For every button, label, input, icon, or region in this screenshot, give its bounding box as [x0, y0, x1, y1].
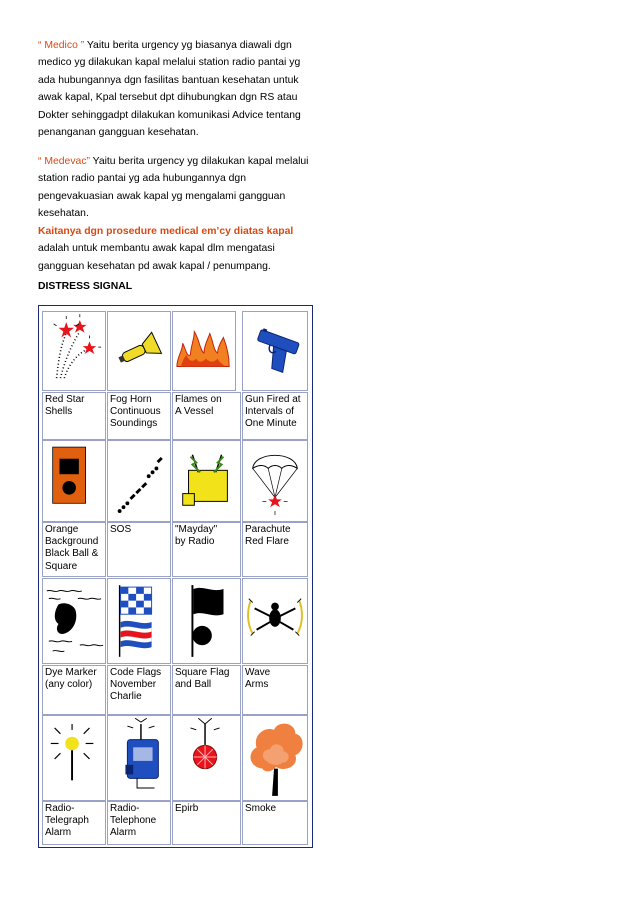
signal-image-flames	[172, 311, 236, 391]
signal-image-sos	[107, 440, 171, 522]
kaitanya-description: adalah untuk membantu awak kapal dlm mengatasi gangguan kesehatan pd awak kapal / penumpang.	[38, 243, 275, 272]
kaitanya-term: Kaitanya dgn prosedure medical em’cy diatas kapal	[38, 226, 294, 237]
signal-label-smoke: Smoke	[242, 801, 308, 845]
radiotelegraph-alarm-icon	[43, 716, 105, 800]
signal-label-radiotelegraph-alarm: Radio- Telegraph Alarm	[42, 801, 106, 845]
medico-term: “ Medico ”	[38, 40, 85, 51]
parachute-flare-icon	[243, 441, 307, 521]
medevac-term: “ Medevac”	[38, 156, 90, 167]
signal-label-gun: Gun Fired at Intervals of One Minute	[242, 392, 308, 440]
signal-label-parachute-flare: Parachute Red Flare	[242, 522, 308, 577]
signal-image-red-star-shells	[42, 311, 106, 391]
signal-label-wave-arms: Wave Arms	[242, 665, 308, 715]
signal-label-code-flags: Code Flags November Charlie	[107, 665, 171, 715]
signal-image-gun	[242, 311, 308, 391]
signal-image-parachute-flare	[242, 440, 308, 522]
signal-image-radiotelephone-alarm	[107, 715, 171, 801]
distress-signal-table	[38, 305, 313, 848]
distress-signal-heading: DISTRESS SIGNAL	[38, 281, 133, 292]
mayday-radio-icon	[173, 441, 240, 521]
signal-image-wave-arms	[242, 578, 308, 664]
sos-icon	[108, 441, 170, 521]
epirb-icon	[173, 716, 240, 800]
signal-label-dye-marker: Dye Marker (any color)	[42, 665, 106, 715]
gun-icon	[243, 312, 307, 390]
orange-ball-square-icon	[43, 441, 105, 521]
paragraph-kaitanya	[38, 223, 310, 275]
signal-label-red-star-shells: Red Star Shells	[42, 392, 106, 440]
signal-image-code-flags	[107, 578, 171, 664]
signal-image-orange-ball-square	[42, 440, 106, 522]
wave-arms-icon	[243, 579, 307, 663]
code-flags-icon	[108, 579, 170, 663]
smoke-icon	[243, 716, 307, 800]
paragraph-medico	[38, 37, 310, 141]
signal-label-square-flag-ball: Square Flag and Ball	[172, 665, 241, 715]
dye-marker-icon	[43, 579, 105, 663]
signal-label-flames: Flames on A Vessel	[172, 392, 241, 440]
signal-label-radiotelephone-alarm: Radio- Telephone Alarm	[107, 801, 171, 845]
medevac-description: Yaitu berita urgency yg dilakukan kapal melalui station radio pantai yg ada hubungannya dgn pengevakuasian awak kapal yg mengalami gangguan kesehatan.	[38, 156, 309, 220]
square-flag-ball-icon	[173, 579, 240, 663]
paragraph-medevac	[38, 153, 310, 223]
medico-description: Yaitu berita urgency yg biasanya diawali dgn medico yg dilakukan kapal melalui station radio pantai yg ada hubungannya dgn fasilitas bantuan kesehatan untuk awak kapal, Kpal tersebut dpt dihubungkan dgn RS atau Dokter sehinggadpt dilakukan komunikasi Advice tentang penanganan gangguan kesehatan.	[38, 40, 301, 139]
fog-horn-icon	[108, 312, 170, 390]
signal-image-radiotelegraph-alarm	[42, 715, 106, 801]
radiotelephone-alarm-icon	[108, 716, 170, 800]
signal-label-mayday-radio: "Mayday" by Radio	[172, 522, 241, 577]
signal-image-square-flag-ball	[172, 578, 241, 664]
signal-image-mayday-radio	[172, 440, 241, 522]
signal-label-epirb: Epirb	[172, 801, 241, 845]
signal-label-orange-ball-square: Orange Background Black Ball & Square	[42, 522, 106, 577]
red-star-shells-icon	[43, 312, 105, 390]
flames-icon	[173, 312, 235, 390]
signal-label-fog-horn: Fog Horn Continuous Soundings	[107, 392, 171, 440]
signal-image-dye-marker	[42, 578, 106, 664]
signal-label-sos: SOS	[107, 522, 171, 577]
signal-image-smoke	[242, 715, 308, 801]
signal-image-fog-horn	[107, 311, 171, 391]
signal-image-epirb	[172, 715, 241, 801]
